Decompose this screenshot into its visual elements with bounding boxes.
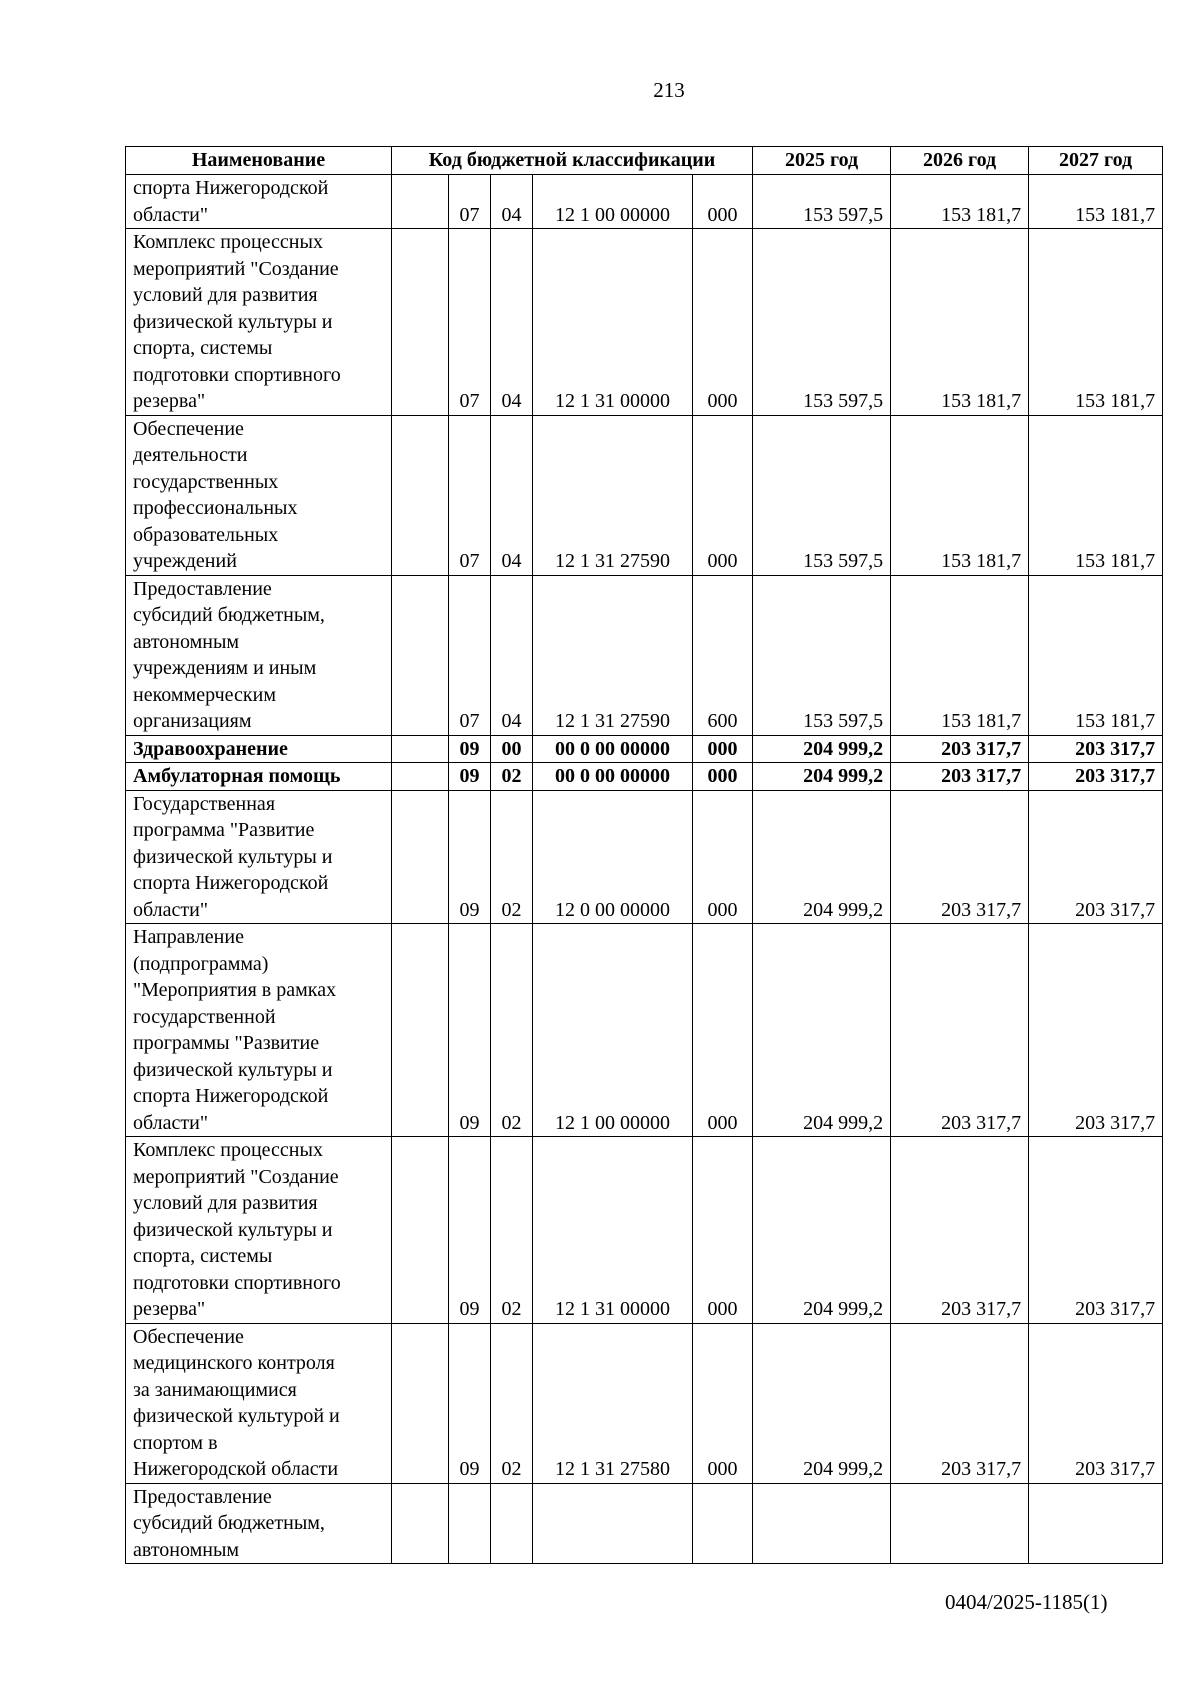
cell-2026: 203 317,7 xyxy=(891,1323,1029,1483)
cell-2025: 153 597,5 xyxy=(753,175,891,229)
cell-target-article: 12 1 00 00000 xyxy=(533,175,693,229)
cell-2025: 153 597,5 xyxy=(753,575,891,735)
cell-blank xyxy=(392,924,449,1137)
cell-2026: 203 317,7 xyxy=(891,924,1029,1137)
cell-subsection: 02 xyxy=(491,790,533,924)
cell-section: 09 xyxy=(449,1323,491,1483)
cell-expense-type: 000 xyxy=(693,924,753,1137)
cell-name: Амбулаторная помощь xyxy=(126,763,392,791)
cell-subsection: 02 xyxy=(491,1137,533,1324)
cell-2026: 153 181,7 xyxy=(891,415,1029,575)
cell-section xyxy=(449,1483,491,1564)
cell-target-article: 12 0 00 00000 xyxy=(533,790,693,924)
cell-subsection: 04 xyxy=(491,175,533,229)
cell-target-article: 12 1 00 00000 xyxy=(533,924,693,1137)
cell-2025: 204 999,2 xyxy=(753,1137,891,1324)
table-row xyxy=(126,735,1163,763)
cell-2025: 153 597,5 xyxy=(753,415,891,575)
cell-expense-type xyxy=(693,1483,753,1564)
cell-section: 09 xyxy=(449,1137,491,1324)
cell-2027: 203 317,7 xyxy=(1029,924,1163,1137)
cell-2025: 204 999,2 xyxy=(753,790,891,924)
cell-2025 xyxy=(753,1483,891,1564)
cell-2027: 153 181,7 xyxy=(1029,229,1163,416)
table-row xyxy=(126,924,1163,1137)
cell-section: 09 xyxy=(449,735,491,763)
cell-2026: 203 317,7 xyxy=(891,790,1029,924)
cell-subsection: 02 xyxy=(491,763,533,791)
cell-target-article: 12 1 31 27580 xyxy=(533,1323,693,1483)
budget-table xyxy=(125,146,1163,1564)
cell-section: 09 xyxy=(449,790,491,924)
cell-2026: 153 181,7 xyxy=(891,229,1029,416)
cell-target-article: 00 0 00 00000 xyxy=(533,763,693,791)
header-2026: 2026 год xyxy=(891,147,1029,175)
cell-expense-type: 000 xyxy=(693,175,753,229)
cell-2025: 204 999,2 xyxy=(753,924,891,1137)
table-row xyxy=(126,763,1163,791)
cell-subsection: 02 xyxy=(491,1323,533,1483)
cell-expense-type: 000 xyxy=(693,229,753,416)
cell-expense-type: 000 xyxy=(693,415,753,575)
cell-blank xyxy=(392,575,449,735)
cell-subsection xyxy=(491,1483,533,1564)
cell-2027: 203 317,7 xyxy=(1029,763,1163,791)
cell-expense-type: 600 xyxy=(693,575,753,735)
cell-section: 09 xyxy=(449,924,491,1137)
cell-2025: 153 597,5 xyxy=(753,229,891,416)
cell-section: 07 xyxy=(449,415,491,575)
cell-expense-type: 000 xyxy=(693,763,753,791)
cell-2027: 153 181,7 xyxy=(1029,415,1163,575)
cell-subsection: 00 xyxy=(491,735,533,763)
cell-name: Предоставление субсидий бюджетным, автономным учреждениям и иным некоммерческим организациям xyxy=(126,575,392,735)
cell-name: Обеспечение медицинского контроля за занимающимися физической культурой и спортом в Нижегородской области xyxy=(126,1323,392,1483)
cell-section: 07 xyxy=(449,229,491,416)
cell-blank xyxy=(392,735,449,763)
cell-target-article xyxy=(533,1483,693,1564)
table-row xyxy=(126,790,1163,924)
cell-blank xyxy=(392,415,449,575)
cell-name: Здравоохранение xyxy=(126,735,392,763)
header-name: Наименование xyxy=(126,147,392,175)
cell-2026: 203 317,7 xyxy=(891,735,1029,763)
cell-subsection: 02 xyxy=(491,924,533,1137)
cell-2026 xyxy=(891,1483,1029,1564)
cell-name: Обеспечение деятельности государственных профессиональных образовательных учреждений xyxy=(126,415,392,575)
table-header-row xyxy=(126,147,1163,175)
cell-2027 xyxy=(1029,1483,1163,1564)
cell-2026: 203 317,7 xyxy=(891,763,1029,791)
cell-2027: 153 181,7 xyxy=(1029,175,1163,229)
cell-name: спорта Нижегородской области" xyxy=(126,175,392,229)
cell-expense-type: 000 xyxy=(693,790,753,924)
cell-expense-type: 000 xyxy=(693,1323,753,1483)
table-row xyxy=(126,1137,1163,1324)
cell-section: 07 xyxy=(449,175,491,229)
cell-target-article: 12 1 31 00000 xyxy=(533,229,693,416)
header-code: Код бюджетной классификации xyxy=(392,147,753,175)
header-2025: 2025 год xyxy=(753,147,891,175)
cell-expense-type: 000 xyxy=(693,735,753,763)
cell-2026: 203 317,7 xyxy=(891,1137,1029,1324)
cell-section: 07 xyxy=(449,575,491,735)
cell-name: Направление (подпрограмма) "Мероприятия в рамках государственной программы "Развитие физической культуры и спорта Нижегородской области" xyxy=(126,924,392,1137)
cell-2025: 204 999,2 xyxy=(753,1323,891,1483)
cell-blank xyxy=(392,1323,449,1483)
cell-2027: 203 317,7 xyxy=(1029,790,1163,924)
cell-blank xyxy=(392,1483,449,1564)
cell-section: 09 xyxy=(449,763,491,791)
cell-target-article: 12 1 31 27590 xyxy=(533,415,693,575)
header-2027: 2027 год xyxy=(1029,147,1163,175)
table-row xyxy=(126,1483,1163,1564)
cell-2025: 204 999,2 xyxy=(753,735,891,763)
cell-name: Комплекс процессных мероприятий "Создание условий для развития физической культуры и спорта, системы подготовки спортивного резерва" xyxy=(126,229,392,416)
cell-blank xyxy=(392,790,449,924)
cell-subsection: 04 xyxy=(491,575,533,735)
cell-expense-type: 000 xyxy=(693,1137,753,1324)
cell-2026: 153 181,7 xyxy=(891,175,1029,229)
cell-2025: 204 999,2 xyxy=(753,763,891,791)
cell-blank xyxy=(392,763,449,791)
table-row xyxy=(126,575,1163,735)
table-row xyxy=(126,175,1163,229)
table-row xyxy=(126,1323,1163,1483)
cell-target-article: 12 1 31 27590 xyxy=(533,575,693,735)
table-row xyxy=(126,415,1163,575)
table-row xyxy=(126,229,1163,416)
cell-name: Государственная программа "Развитие физической культуры и спорта Нижегородской области" xyxy=(126,790,392,924)
cell-name: Предоставление субсидий бюджетным, автономным xyxy=(126,1483,392,1564)
cell-2027: 203 317,7 xyxy=(1029,1137,1163,1324)
cell-target-article: 12 1 31 00000 xyxy=(533,1137,693,1324)
cell-2027: 203 317,7 xyxy=(1029,735,1163,763)
cell-2026: 153 181,7 xyxy=(891,575,1029,735)
cell-blank xyxy=(392,1137,449,1324)
cell-blank xyxy=(392,175,449,229)
cell-subsection: 04 xyxy=(491,415,533,575)
cell-blank xyxy=(392,229,449,416)
cell-2027: 153 181,7 xyxy=(1029,575,1163,735)
cell-2027: 203 317,7 xyxy=(1029,1323,1163,1483)
cell-name: Комплекс процессных мероприятий "Создание условий для развития физической культуры и спорта, системы подготовки спортивного резерва" xyxy=(126,1137,392,1324)
cell-target-article: 00 0 00 00000 xyxy=(533,735,693,763)
document-code: 0404/2025-1185(1) xyxy=(945,1590,1108,1614)
page-number: 213 xyxy=(653,78,685,102)
cell-subsection: 04 xyxy=(491,229,533,416)
